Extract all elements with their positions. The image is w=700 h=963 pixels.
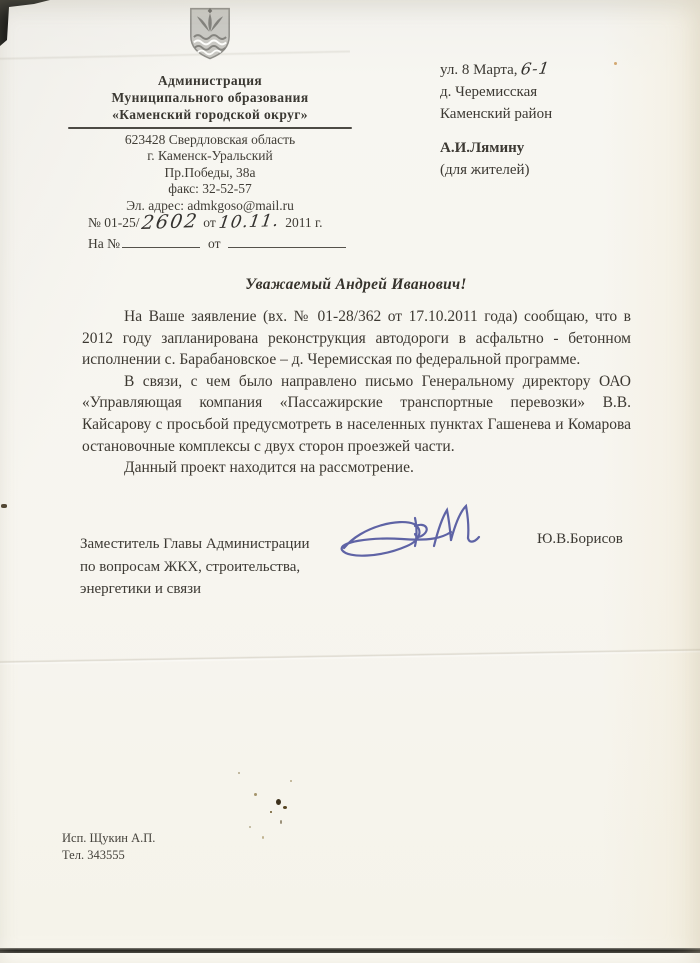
signer-title-line-1: Заместитель Главы Администрации	[80, 536, 310, 552]
executor-block	[62, 830, 155, 863]
signer-title-block	[80, 533, 310, 601]
letterhead-email: Эл. адрес: admkgoso@mail.ru	[126, 197, 294, 213]
paper-stain	[276, 799, 281, 805]
paper-stain	[249, 826, 251, 828]
body-paragraph-3: Данный проект находится на рассмотрение.	[124, 459, 414, 477]
paper-stain	[238, 772, 240, 774]
recipient-street-line	[440, 58, 552, 81]
recipient-street: ул. 8 Марта,	[440, 62, 518, 78]
coat-of-arms-icon	[187, 6, 233, 62]
fold-crease	[0, 642, 700, 671]
paper-stain	[614, 62, 617, 65]
body-paragraph-2: В связи, с чем было направлено письмо Генеральному директору ОАО «Управляющая компания «Пассажирские транспортные перевозки» В.В. Кайсарову с просьбой предусмотреть в населенных пунктах Гашенева и Комарова остановочные комплексы с двух сторон проезжей части.	[82, 372, 631, 455]
org-name-line-1: Администрация	[157, 73, 263, 88]
letterhead	[60, 6, 360, 214]
paper-stain	[290, 780, 292, 782]
signer-title-line-2: по вопросам ЖКХ, строительства,	[80, 558, 301, 575]
recipient-block	[440, 58, 552, 181]
letterhead-city: г. Каменск-Уральский	[147, 148, 273, 164]
signer-name: Ю.В.Борисов	[537, 531, 623, 547]
letterhead-postcode-region: 623428 Свердловская область	[124, 132, 296, 147]
reference-block	[88, 210, 388, 252]
outgoing-number-label: № 01-25/	[88, 215, 140, 230]
reply-date-blank	[228, 234, 346, 248]
paper-stain	[262, 836, 264, 839]
letterhead-divider	[68, 127, 352, 129]
reply-from-label: от	[208, 236, 221, 251]
salutation: Уважаемый Андрей Иванович!	[245, 276, 467, 293]
recipient-house-handwritten: 6-1	[519, 58, 552, 79]
outgoing-ref-line	[88, 210, 388, 234]
outgoing-year: 2011 г.	[285, 215, 323, 230]
outgoing-from-label: от	[203, 215, 216, 230]
incoming-ref-line	[88, 234, 388, 252]
scan-bottom-paper	[0, 953, 700, 963]
paper-stain	[254, 793, 257, 796]
executor-phone: Тел. 343555	[62, 847, 125, 862]
recipient-village: д. Черемисская	[440, 84, 538, 100]
paper-stain	[270, 811, 272, 813]
letter-body	[82, 306, 631, 479]
reply-number-blank	[122, 234, 200, 248]
letterhead-fax: факс: 32-52-57	[168, 181, 252, 197]
scan-edge-mark	[1, 504, 7, 508]
body-paragraph-1: На Ваше заявление (вх. № 01-28/362 от 17.10.2011 года) сообщаю, что в 2012 году запланирована реконструкция автодороги в асфальтно - бетонном исполнении с. Барабановское – д. Черемисская по федеральной программе.	[82, 308, 631, 369]
recipient-district: Каменский район	[440, 106, 553, 122]
recipient-note: (для жителей)	[440, 162, 530, 178]
letterhead-street: Пр.Победы, 38а	[164, 164, 256, 180]
scan-corner-artifact	[0, 0, 52, 46]
signer-title-line-3: энергетики и связи	[80, 581, 202, 597]
outgoing-date-handwritten: 10.11.	[217, 210, 281, 234]
outgoing-number-handwritten: 2602	[139, 210, 200, 234]
handwritten-signature	[328, 496, 493, 578]
paper-stain	[283, 806, 287, 809]
paper-stain	[280, 820, 282, 824]
executor-name: Исп. Щукин А.П.	[62, 831, 156, 845]
reply-number-label: На №	[88, 236, 120, 251]
recipient-name: А.И.Лямину	[440, 140, 525, 156]
org-name-line-3: «Каменский городской округ»	[112, 107, 308, 122]
org-name-line-2: Муниципального образования	[111, 90, 309, 105]
